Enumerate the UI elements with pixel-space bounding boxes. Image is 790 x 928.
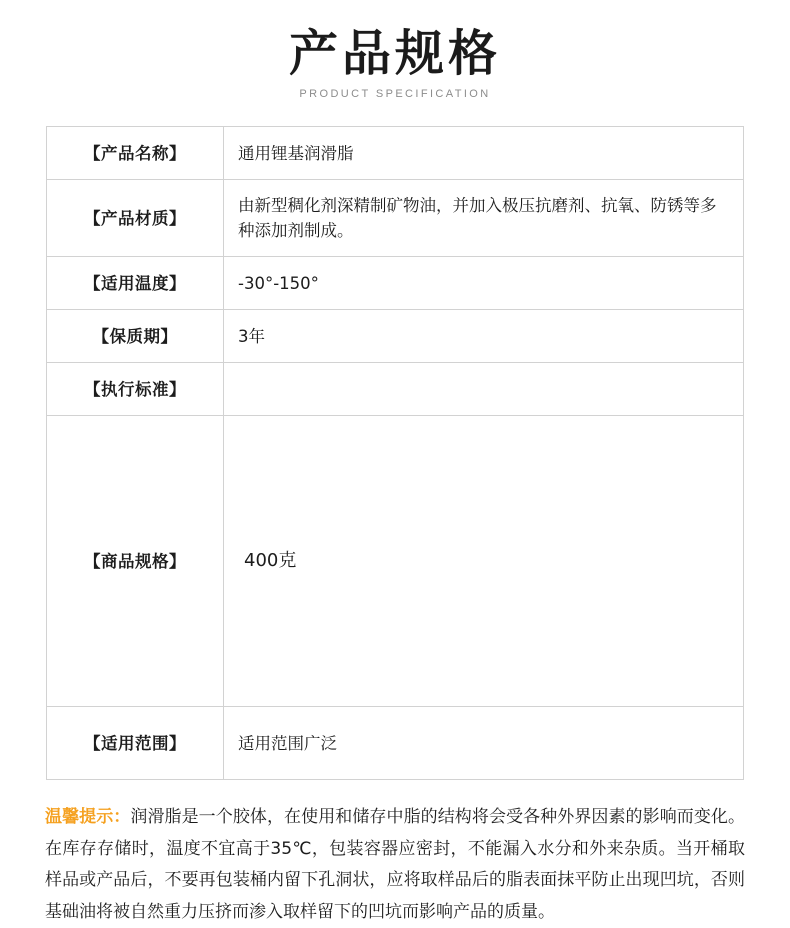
spec-label-material: 【产品材质】 [47,180,224,257]
table-row [47,257,744,310]
page-title: 产品规格 [288,25,501,82]
spec-label-product-name: 【产品名称】 [47,127,224,180]
spec-value-standard [224,363,744,416]
spec-value-scope: 适用范围广泛 [224,707,744,780]
spec-label-temperature: 【适用温度】 [47,257,224,310]
page-subtitle: PRODUCT SPECIFICATION [299,88,491,101]
table-row [47,310,744,363]
spec-value-product-name: 通用锂基润滑脂 [224,127,744,180]
spec-value-material: 由新型稠化剂深精制矿物油，并加入极压抗磨剂、抗氧、防锈等多种添加剂制成。 [224,180,744,257]
spec-value-shelf-life: 3年 [224,310,744,363]
table-row [47,363,744,416]
spec-label-size: 【商品规格】 [47,416,224,707]
table-row [47,180,744,257]
notice-label: 温馨提示： [45,807,131,828]
page-header [0,0,790,100]
specification-table [46,126,744,780]
table-row [47,127,744,180]
spec-label-shelf-life: 【保质期】 [47,310,224,363]
table-row [47,707,744,780]
spec-value-temperature: -30°-150° [224,257,744,310]
notice-text: 润滑脂是一个胶体，在使用和储存中脂的结构将会受各种外界因素的影响而变化。在库存存储时，温度不宜高于35℃，包装容器应密封，不能漏入水分和外来杂质。当开桶取样品或产品后，不要再包装桶内留下孔洞状，应将取样品后的脂表面抹平防止出现凹坑，否则基础油将被自然重力压挤而渗入取样留下的凹坑而影响产品的质量。 [45,807,745,922]
table-row [47,416,744,707]
spec-label-scope: 【适用范围】 [47,707,224,780]
notice-block [45,802,745,928]
spec-label-standard: 【执行标准】 [47,363,224,416]
spec-value-size: 400克 [224,416,744,707]
